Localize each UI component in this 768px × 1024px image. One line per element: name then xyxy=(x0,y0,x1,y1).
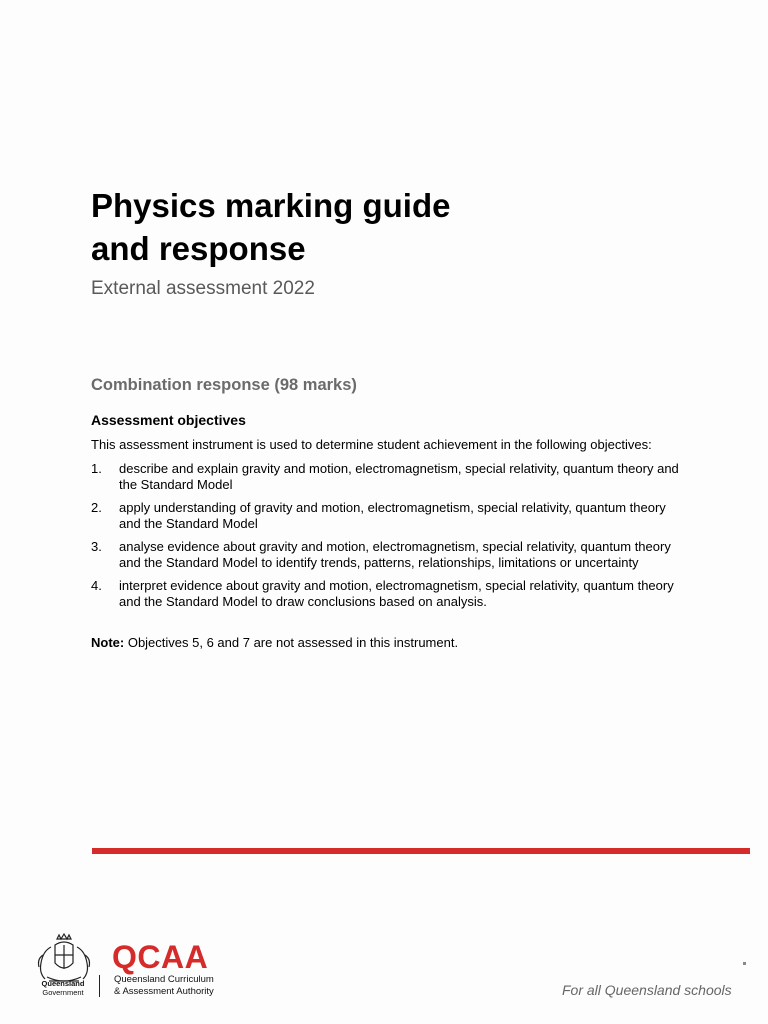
objective-text: apply understanding of gravity and motion, electromagnetism, special relativity, quantum theory and the Standard Model xyxy=(119,500,666,531)
objective-item xyxy=(91,578,691,610)
page-marker-dot xyxy=(743,962,746,965)
footer-divider xyxy=(92,848,750,854)
objectives-heading: Assessment objectives xyxy=(91,412,246,428)
objectives-list xyxy=(91,461,691,617)
note-text: Objectives 5, 6 and 7 are not assessed in this instrument. xyxy=(124,635,459,650)
qcaa-name xyxy=(114,974,214,997)
objective-item xyxy=(91,461,691,493)
objective-number: 3. xyxy=(91,539,102,554)
objective-number: 2. xyxy=(91,500,102,515)
objective-text: describe and explain gravity and motion, electromagnetism, special relativity, quantum theory and the Standard Model xyxy=(119,461,679,492)
title-line: Physics marking guide xyxy=(91,187,451,224)
gov-name xyxy=(33,979,93,997)
gov-name-bold: Queensland xyxy=(41,979,85,988)
qcaa-name-line: Queensland Curriculum xyxy=(114,974,214,985)
qcaa-name-line: & Assessment Authority xyxy=(114,985,214,997)
objective-number: 1. xyxy=(91,461,102,476)
qcaa-logo: QCAA xyxy=(112,939,209,975)
logo-divider xyxy=(99,975,100,997)
objectives-intro: This assessment instrument is used to determine student achievement in the following objectives: xyxy=(91,437,652,452)
title-line: and response xyxy=(91,230,306,267)
objective-item xyxy=(91,539,691,571)
objective-number: 4. xyxy=(91,578,102,593)
document-subtitle: External assessment 2022 xyxy=(91,278,315,299)
footer-tagline: For all Queensland schools xyxy=(562,982,732,998)
gov-name-sub: Government xyxy=(42,988,84,997)
objective-item xyxy=(91,500,691,532)
objective-text: analyse evidence about gravity and motion, electromagnetism, special relativity, quantum theory and the Standard Model to identify trends, patterns, relationships, limitations or uncertainty xyxy=(119,539,671,570)
section-heading: Combination response (98 marks) xyxy=(91,376,357,394)
document-title xyxy=(91,184,651,270)
note-label: Note: xyxy=(91,635,125,650)
objectives-note xyxy=(91,635,458,651)
objective-text: interpret evidence about gravity and motion, electromagnetism, special relativity, quantum theory and the Standard Model to draw conclusions based on analysis. xyxy=(119,578,674,609)
